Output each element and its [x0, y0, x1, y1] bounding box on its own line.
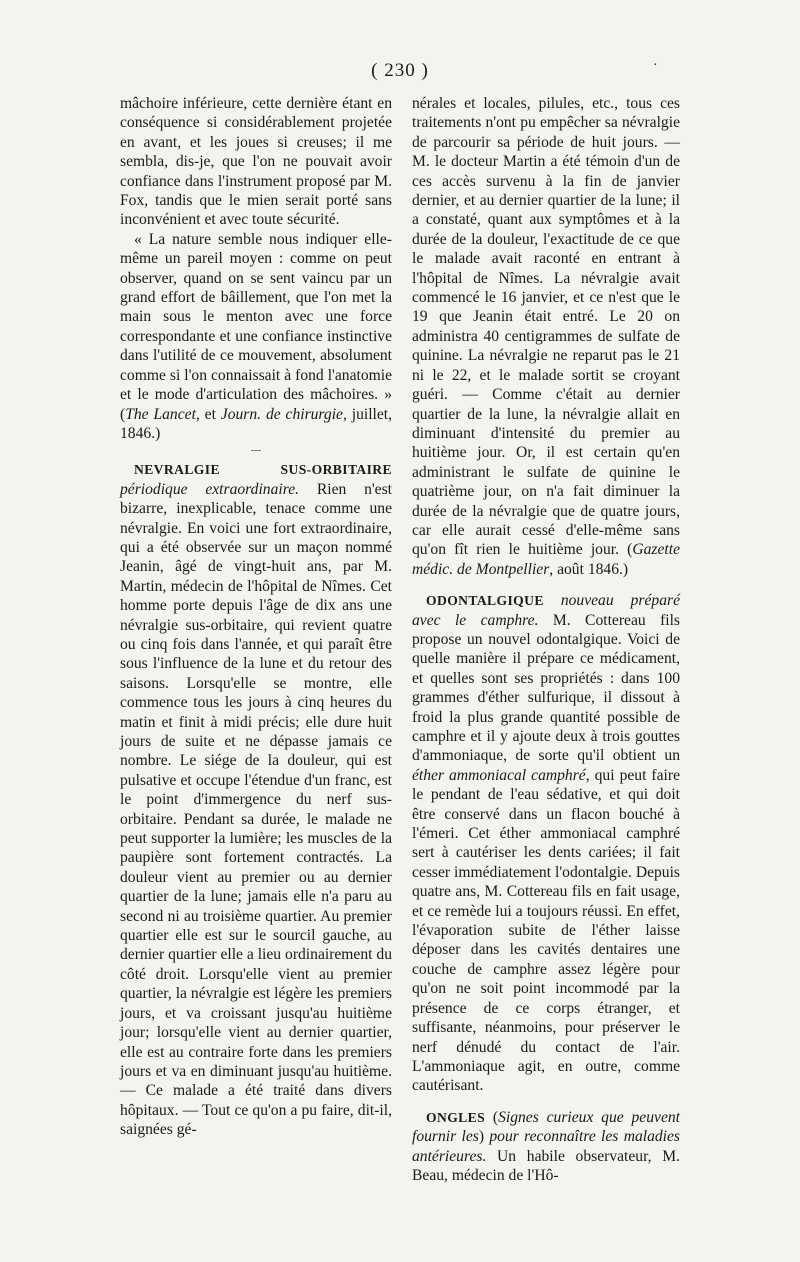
continued-text-right: nérales et locales, pilules, etc., tous ces traitements n'ont pu empêcher sa névralgie de parcourir sa période de huit jours. — M. le docteur Martin a été témoin d'un de ces accès survenu à la fin de janvier dernier, et au dernier quartier de la lune; il a constaté, quant aux symptômes et à la durée de la douleur, l'exactitude de ce que le malade avait raconté en entrant à l'hôpital de Nîmes. La névralgie avait commencé le 16 janvier, et ce n'est que le 19 que Jeanin était entré. Le 20 on administra 40 centigrammes de sulfate de quinine. La névralgie ne reparut pas le 21 ni le 22, et le malade sortit se croyant guéri. — Comme c'était au dernier quartier de la lune, la névralgie allait en diminuant d'intensité du premier au huitième jour. Or, il est certain qu'en administrant le sulfate de quinine le quatrième jour, on n'a fait diminuer la durée de la névralgie que de quatre jours, car elle aurait cessé d'elle-même sans qu'on fît rien le huitième jour. (: [412, 95, 680, 559]
odontalgique-subheading: nouveau préparé avec le camphre.: [412, 592, 680, 629]
nevralgie-heading: NEVRALGIE SUS-ORBITAIRE: [134, 462, 392, 478]
ongles-heading: ONGLES: [426, 1109, 486, 1125]
quote-paragraph: [120, 230, 392, 443]
continued-paragraph: [120, 94, 392, 230]
continued-paragraph-right: [412, 94, 680, 579]
left-column: [120, 94, 392, 1140]
ongles-text: Un habile observateur, M. Beau, médecin de l'Hô-: [412, 1147, 680, 1184]
ongles-section: [412, 1108, 680, 1186]
citation-gazette: Gazette médic. de Montpellier: [412, 541, 680, 578]
corner-mark: ·: [653, 58, 658, 73]
ongles-subheading: Signes curieux que peuvent fournir les: [412, 1108, 681, 1146]
continued-text: mâchoire inférieure, cette dernière étant en conséquence si considérablement projetée en avant, et les joues si creuses; il me sembla, dis-je, que l'on ne pouvait avoir confiance dans l'instrument proposé par M. Fox, tandis que le mien serait porté sans inconvénient et avec toute sécurité.: [120, 95, 392, 229]
quote-text: « La nature semble nous indiquer elle-même un pareil moyen : comme on peut observer, quand on se sent vaincu par un grand effort de bâillement, que l'on met la main sous le menton avec une force correspondante et une confiance instinctive dans l'utilité de ce mouvement, absolument comme si l'on connaissait à fond l'anatomie et le mode d'articulation des mâchoires. » (: [120, 230, 392, 423]
ongles-paren-close: ): [478, 1128, 485, 1146]
nevralgie-text: Rien n'est bizarre, inexplicable, tenace comme une névralgie. En voici une fort extraordinaire, qui a été observée sur un maçon nommé Jeanin, âgé de vingt-huit ans, par M. Martin, médecin de l'hôpital de Nîmes. Cet homme porte depuis l'âge de dix ans une névralgie sus-orbitaire, qui revient quatre ou cinq fois dans l'année, et qui paraît être sous l'influence de la lune et du retour des saisons. Lorsqu'elle se montre, elle commence tous les jours à cinq heures du matin et finit à midi précis; elle dure huit jours de suite et ne dépasse jamais ce nombre. Le siége de la douleur, qui est pulsative et occupe l'étendue d'un franc, est le point d'immergence du nerf sus-orbitaire. Pendant sa durée, le malade ne peut supporter la lumière; les muscles de la paupière sont fortement contractés. La douleur vient au premier ou au dernier quartier de la lune; jamais elle n'a paru au second ni au troisième quartier. Au premier quartier elle est sur le sourcil gauche, au dernier quartier elle a lieu ordinairement du côté droit. Lorsqu'elle vient au premier quartier, la névralgie est légère les premiers jours, et va croissant jusqu'au huitième jour; lorsqu'elle vient au dernier quartier, elle est au contraire forte dans les premiers jours et va en diminuant jusqu'au huitième. — Ce malade a été traité dans divers hôpitaux. — Tout ce qu'on a pu faire, dit-il, saignées gé-: [120, 480, 392, 1139]
odontalgique-section: [412, 591, 680, 1096]
section-separator: ---: [251, 445, 261, 457]
odontalgique-text-b: , qui peut faire le pendant de l'eau sédative, et qui doit être conservé dans un flacon bouché à l'émeri. Cet éther ammoniacal camphré sert à cautériser les dents cariées; il fait cesser immédiatement l'odontalgie. Depuis quatre ans, M. Cottereau fils en fait usage, et ce remède lui a toujours réussi. En effet, l'évaporation subite de l'éther laisse déposer dans les cavités dentaires une couche de camphre assez légère pour qu'on ne soit point incommodé par la présence de ce corps étranger, et suffisante, néanmoins, pour préserver le nerf dénudé du contact de l'air. L'ammoniaque agit, en outre, comme cautérisant.: [412, 766, 680, 1095]
citation-date: , juillet, 1846.): [120, 405, 393, 442]
nevralgie-subheading: périodique extraordinaire.: [120, 480, 300, 498]
nevralgie-section: [120, 460, 392, 1139]
citation-joiner: , et: [195, 405, 221, 423]
odontalgique-term: éther ammoniacal camphré: [412, 766, 586, 784]
page-number: ( 230 ): [371, 60, 429, 81]
ongles-paren-open: (: [485, 1108, 499, 1126]
right-column: [412, 94, 680, 1185]
citation-lancet: The Lancet: [125, 405, 196, 423]
citation-gazette-date: , août 1846.): [549, 560, 629, 578]
citation-journal: Journ. de chirurgie: [220, 405, 343, 423]
odontalgique-text-a: M. Cottereau fils propose un nouvel odontalgique. Voici de quelle manière il prépare ce médicament, et quelles sont ses propriétés : dans 100 grammes d'éther sulfurique, il dissout à froid la plus grande quantité possible de camphre et il y ajoute deux à trois gouttes d'ammoniaque, de sorte qu'il obtient un: [412, 611, 680, 765]
ongles-subheading-2: pour reconnaître les maladies antérieures.: [412, 1128, 680, 1165]
odontalgique-heading: ODONTALGIQUE: [426, 593, 544, 609]
